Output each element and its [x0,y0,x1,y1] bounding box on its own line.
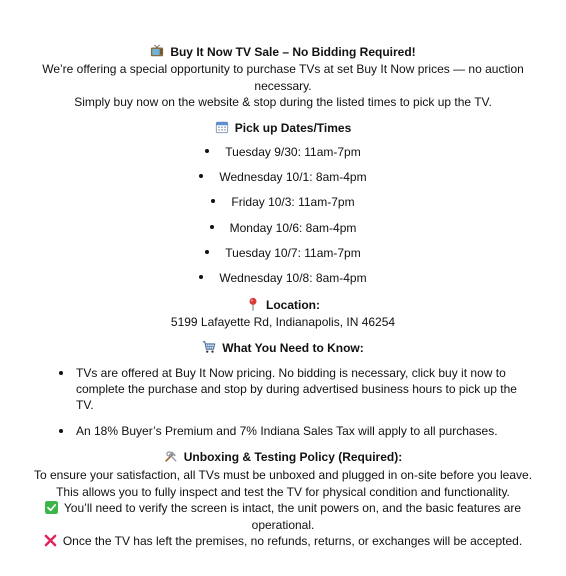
bullet [211,199,215,203]
bullet [205,250,209,254]
pin-icon [246,297,260,311]
intro-line-1: We’re offering a special opportunity to purchase TVs at set Buy It Now prices — no auction necessary. [42,62,524,93]
needs-item-text: An 18% Buyer’s Premium and 7% Indiana Sales Tax will apply to all purchases. [76,424,498,439]
sale-title [0,44,566,60]
bullet [210,225,214,229]
pickup-date: Wednesday 10/8: 8am-4pm [219,271,367,286]
policy-cross-line [0,533,566,550]
needs-list [0,365,566,439]
needs-title [0,340,566,356]
policy-title [0,449,566,465]
policy-line-1: To ensure your satisfaction, all TVs must be unboxed and plugged in on-site before you leave. [33,468,533,483]
bullet [59,371,63,375]
location-title [0,297,566,313]
bullet [205,149,209,153]
policy-check-line [0,500,566,533]
needs-item-text: TVs are offered at Buy It Now pricing. No bidding is necessary, click buy it now to complete the purchase and stop by during advertised business hours to pick up the TV. [76,366,517,413]
tools-icon [164,449,178,463]
tv-icon [150,44,164,58]
list-item [59,423,536,439]
list-item [0,140,566,165]
list-item [0,266,566,291]
needs-title-text: What You Need to Know: [222,341,364,356]
pickup-dates-list [0,140,566,292]
policy-cross-text: Once the TV has left the premises, no refunds, returns, or exchanges will be accepted. [62,534,523,549]
policy-title-text: Unboxing & Testing Policy (Required): [183,450,403,465]
list-item [0,216,566,241]
intro-line-2: Simply buy now on the website & stop during the listed times to pick up the TV. [74,95,492,109]
bullet [199,174,203,178]
bullet [199,275,203,279]
calendar-icon [215,120,229,134]
check-mark-icon [45,501,58,514]
bullet [59,429,63,433]
list-item [0,165,566,190]
pickup-date: Tuesday 10/7: 11am-7pm [225,246,361,261]
sale-title-text: Buy It Now TV Sale – No Bidding Required! [170,45,416,59]
pickup-date: Monday 10/6: 8am-4pm [229,220,357,235]
pickup-title [0,120,566,136]
policy-check-text: You’ll need to verify the screen is intact, the unit powers on, and the basic features are operational. [63,501,522,532]
location-address: 5199 Lafayette Rd, Indianapolis, IN 46254 [170,314,396,329]
policy-line-2: This allows you to fully inspect and test the TV for physical condition and functionality. [56,484,510,499]
pickup-date: Friday 10/3: 11am-7pm [231,195,355,210]
cart-icon [202,340,216,354]
pickup-date: Tuesday 9/30: 11am-7pm [225,144,361,159]
cross-mark-icon [44,534,57,547]
location-title-text: Location: [266,297,320,312]
pickup-title-text: Pick up Dates/Times [234,120,352,135]
pickup-date: Wednesday 10/1: 8am-4pm [219,169,367,184]
list-item [59,365,536,413]
list-item [0,241,566,266]
list-item [0,190,566,215]
